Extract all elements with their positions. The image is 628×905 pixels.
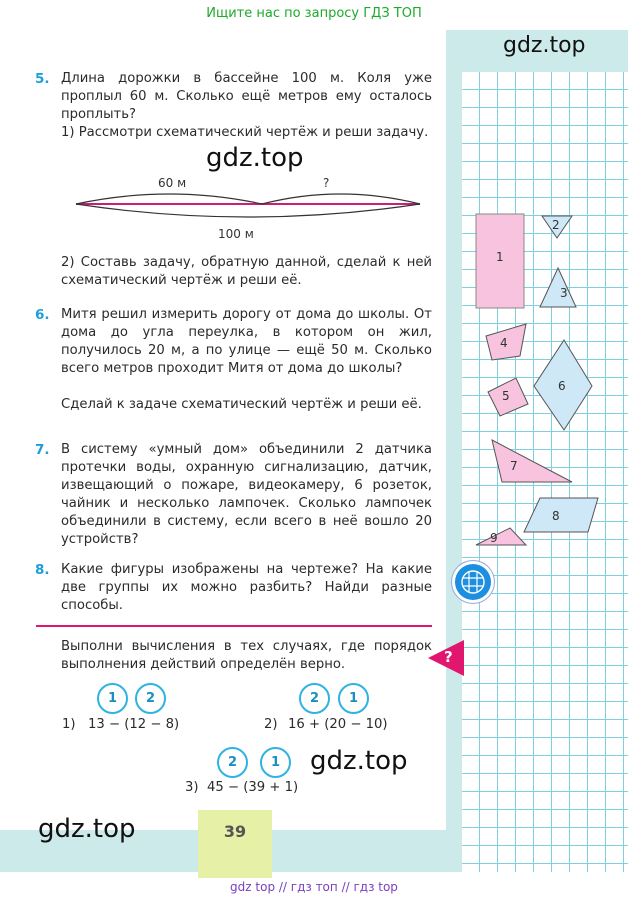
order-circle: 2: [135, 683, 166, 714]
shape-label: 6: [558, 379, 566, 393]
arc-lower: [76, 204, 420, 217]
shape-label: 3: [560, 286, 568, 300]
bottom-banner: gdz top // гдз топ // гдз top: [230, 880, 398, 894]
task-text: Выполни вычисления в тех случаях, где порядок выполнения действий определён верно.: [61, 639, 432, 672]
task-text: Длина дорожки в бассейне 100 м. Коля уже проплыл 60 м. Сколько ещё метров ему осталось проплыть?: [61, 71, 432, 122]
task-text: Какие фигуры изображены на чертеже? На какие две группы их можно разбить? Найди разные способы.: [61, 562, 432, 613]
figures-drawing: [462, 200, 628, 560]
task-5-part-2: [36, 254, 432, 290]
order-circle: 1: [97, 683, 128, 714]
shape-8: [524, 498, 598, 532]
question-mark-icon[interactable]: ?: [444, 648, 453, 666]
left-label: 60 м: [158, 176, 187, 190]
expression-label: 1): [62, 717, 76, 732]
arc-upper-right: [262, 194, 420, 204]
watermark: gdz.top: [310, 746, 408, 776]
watermark: gdz.top: [206, 143, 304, 173]
expression: 13 − (12 − 8): [88, 717, 180, 732]
segment-diagram: [70, 170, 430, 250]
shape-label: 8: [552, 509, 560, 523]
order-circle: 1: [338, 683, 369, 714]
shape-9: [476, 528, 526, 545]
task-6-part-2: [36, 396, 432, 414]
shape-label: 9: [490, 531, 498, 545]
shape-7: [492, 440, 572, 482]
task-number: 8.: [35, 562, 50, 578]
shape-label: 4: [500, 336, 508, 350]
calc-prompt: [36, 638, 432, 674]
right-label: ?: [323, 176, 330, 190]
task-7: [36, 441, 432, 549]
watermark: gdz.top: [38, 814, 136, 844]
task-number: 7.: [35, 442, 50, 458]
expression-label: 2): [264, 717, 278, 732]
task-text: В систему «умный дом» объединили 2 датчика протечки воды, охранную сигнализацию, датчик, извещающий о пожаре, видеокамеру, 6 розеток, чайник и несколько лампочек. Сколько лампочек объединили в систему, если всего в неё вошло 20 устройств?: [61, 442, 432, 547]
page-number: 39: [223, 822, 247, 841]
shape-label: 5: [502, 389, 510, 403]
globe-grid-icon[interactable]: [455, 564, 491, 600]
task-text: Митя решил измерить дорогу от дома до школы. От дома до угла переулка, в котором он жил, получилось 20 м, а по улице — ещё 50 м. Сколько всего метров проходит Митя от дома до школы?: [61, 307, 432, 376]
top-banner: Ищите нас по запросу ГДЗ ТОП: [206, 6, 422, 21]
task-number: 5.: [35, 71, 50, 87]
expression-label: 3): [185, 780, 199, 795]
task-5-part-1: [36, 124, 432, 142]
arc-upper-left: [76, 194, 262, 204]
task-text: 2) Составь задачу, обратную данной, сделай к ней схематический чертёж и реши её.: [61, 255, 432, 288]
task-text: Сделай к задаче схематический чертёж и реши её.: [61, 397, 422, 412]
total-label: 100 м: [218, 227, 254, 241]
expression: 16 + (20 − 10): [288, 717, 388, 732]
page-number-box: [198, 810, 272, 878]
order-circle: 2: [299, 683, 330, 714]
expression: 45 − (39 + 1): [207, 780, 299, 795]
section-divider: [36, 625, 432, 627]
shape-label: 7: [510, 459, 518, 473]
task-5: [36, 70, 432, 124]
watermark: gdz.top: [503, 33, 586, 58]
task-number: 6.: [35, 307, 50, 323]
shape-label: 2: [552, 218, 560, 232]
shape-label: 1: [496, 250, 504, 264]
task-6: [36, 306, 432, 378]
task-text: 1) Рассмотри схематический чертёж и реши задачу.: [61, 125, 429, 140]
task-8: [36, 561, 432, 615]
shape-3: [540, 268, 576, 307]
order-circle: 1: [260, 747, 291, 778]
order-circle: 2: [217, 747, 248, 778]
